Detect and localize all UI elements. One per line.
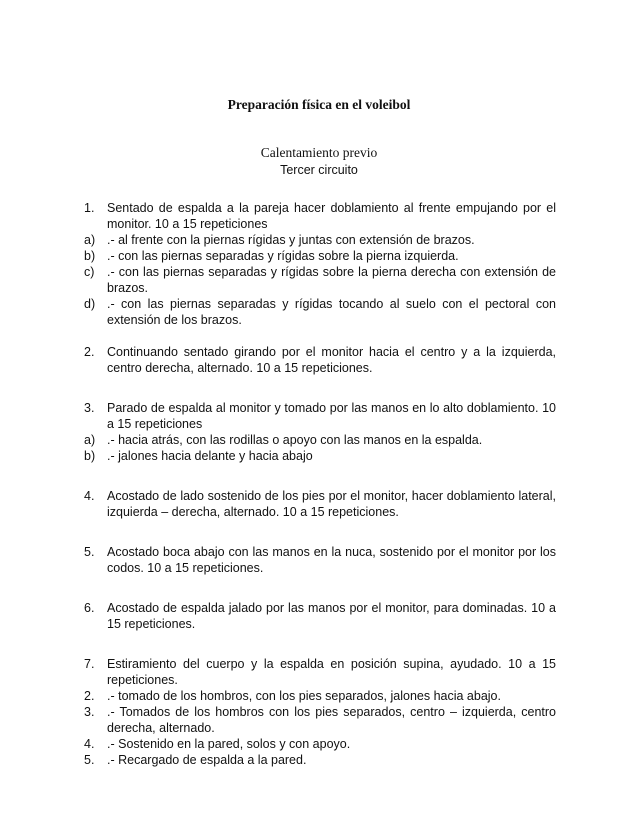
list-item-text: .- al frente con la piernas rígidas y juntas con extensión de brazos. [107, 233, 475, 247]
list-item-text: .- jalones hacia delante y hacia abajo [107, 449, 313, 463]
list-item [84, 544, 556, 576]
list-marker: 5. [84, 753, 95, 767]
list-marker: 7. [84, 657, 95, 671]
list-item [84, 232, 556, 248]
list-item-text: .- con las piernas separadas y rígidas tocando al suelo con el pectoral con extensión de los brazos. [107, 297, 556, 327]
exercise-list [84, 200, 556, 768]
list-item [84, 688, 556, 704]
list-item [84, 344, 556, 376]
list-item-text: Acostado de espalda jalado por las manos por el monitor, para dominadas. 10 a 15 repeticiones. [107, 601, 556, 631]
list-item-text: Acostado boca abajo con las manos en la nuca, sostenido por el monitor por los codos. 10 a 15 repeticiones. [107, 545, 556, 575]
list-marker: c) [84, 265, 95, 279]
list-item-text: Parado de espalda al monitor y tomado por las manos en lo alto doblamiento. 10 a 15 repeticiones [107, 401, 556, 431]
list-item-text: .- Sostenido en la pared, solos y con apoyo. [107, 737, 351, 751]
list-marker: a) [84, 433, 96, 447]
document-subsubtitle: Tercer circuito [280, 163, 358, 177]
list-marker: a) [84, 233, 96, 247]
list-marker: 6. [84, 601, 95, 615]
list-item [84, 248, 556, 264]
list-item [84, 432, 556, 448]
list-item-text: .- hacia atrás, con las rodillas o apoyo con las manos en la espalda. [107, 433, 483, 447]
list-marker: 3. [84, 401, 95, 415]
list-item-text: Acostado de lado sostenido de los pies por el monitor, hacer doblamiento lateral, izquierda – derecha, alternado. 10 a 15 repeticiones. [107, 489, 556, 519]
list-item [84, 296, 556, 328]
list-marker: b) [84, 449, 96, 463]
list-marker: 4. [84, 489, 95, 503]
list-item [84, 264, 556, 296]
list-item [84, 600, 556, 632]
list-item-text: Estiramiento del cuerpo y la espalda en posición supina, ayudado. 10 a 15 repeticiones. [107, 657, 556, 687]
list-marker: 4. [84, 737, 95, 751]
list-marker: 5. [84, 545, 95, 559]
list-item [84, 400, 556, 432]
list-marker: 1. [84, 201, 95, 215]
list-marker: 3. [84, 705, 95, 719]
list-item-text: Sentado de espalda a la pareja hacer doblamiento al frente empujando por el monitor. 10 a 15 repeticiones [107, 201, 556, 231]
list-marker: 2. [84, 689, 95, 703]
list-item [84, 488, 556, 520]
list-item [84, 656, 556, 688]
list-item [84, 736, 556, 752]
list-item-text: Continuando sentado girando por el monitor hacia el centro y a la izquierda, centro derecha, alternado. 10 a 15 repeticiones. [107, 345, 556, 375]
list-item-text: .- con las piernas separadas y rígidas sobre la pierna izquierda. [107, 249, 459, 263]
list-item [84, 200, 556, 232]
list-item-text: .- Tomados de los hombros con los pies separados, centro – izquierda, centro derecha, alternado. [107, 705, 556, 735]
list-marker: b) [84, 249, 96, 263]
list-item-text: .- tomado de los hombros, con los pies separados, jalones hacia abajo. [107, 689, 501, 703]
list-item [84, 704, 556, 736]
list-item [84, 752, 556, 768]
list-item-text: .- Recargado de espalda a la pared. [107, 753, 307, 767]
document-subtitle: Calentamiento previo [260, 145, 378, 160]
list-item-text: .- con las piernas separadas y rígidas sobre la pierna derecha con extensión de brazos. [107, 265, 556, 295]
document-title: Preparación física en el voleibol [227, 97, 411, 112]
list-marker: d) [84, 297, 96, 311]
list-marker: 2. [84, 345, 95, 359]
list-item [84, 448, 556, 464]
